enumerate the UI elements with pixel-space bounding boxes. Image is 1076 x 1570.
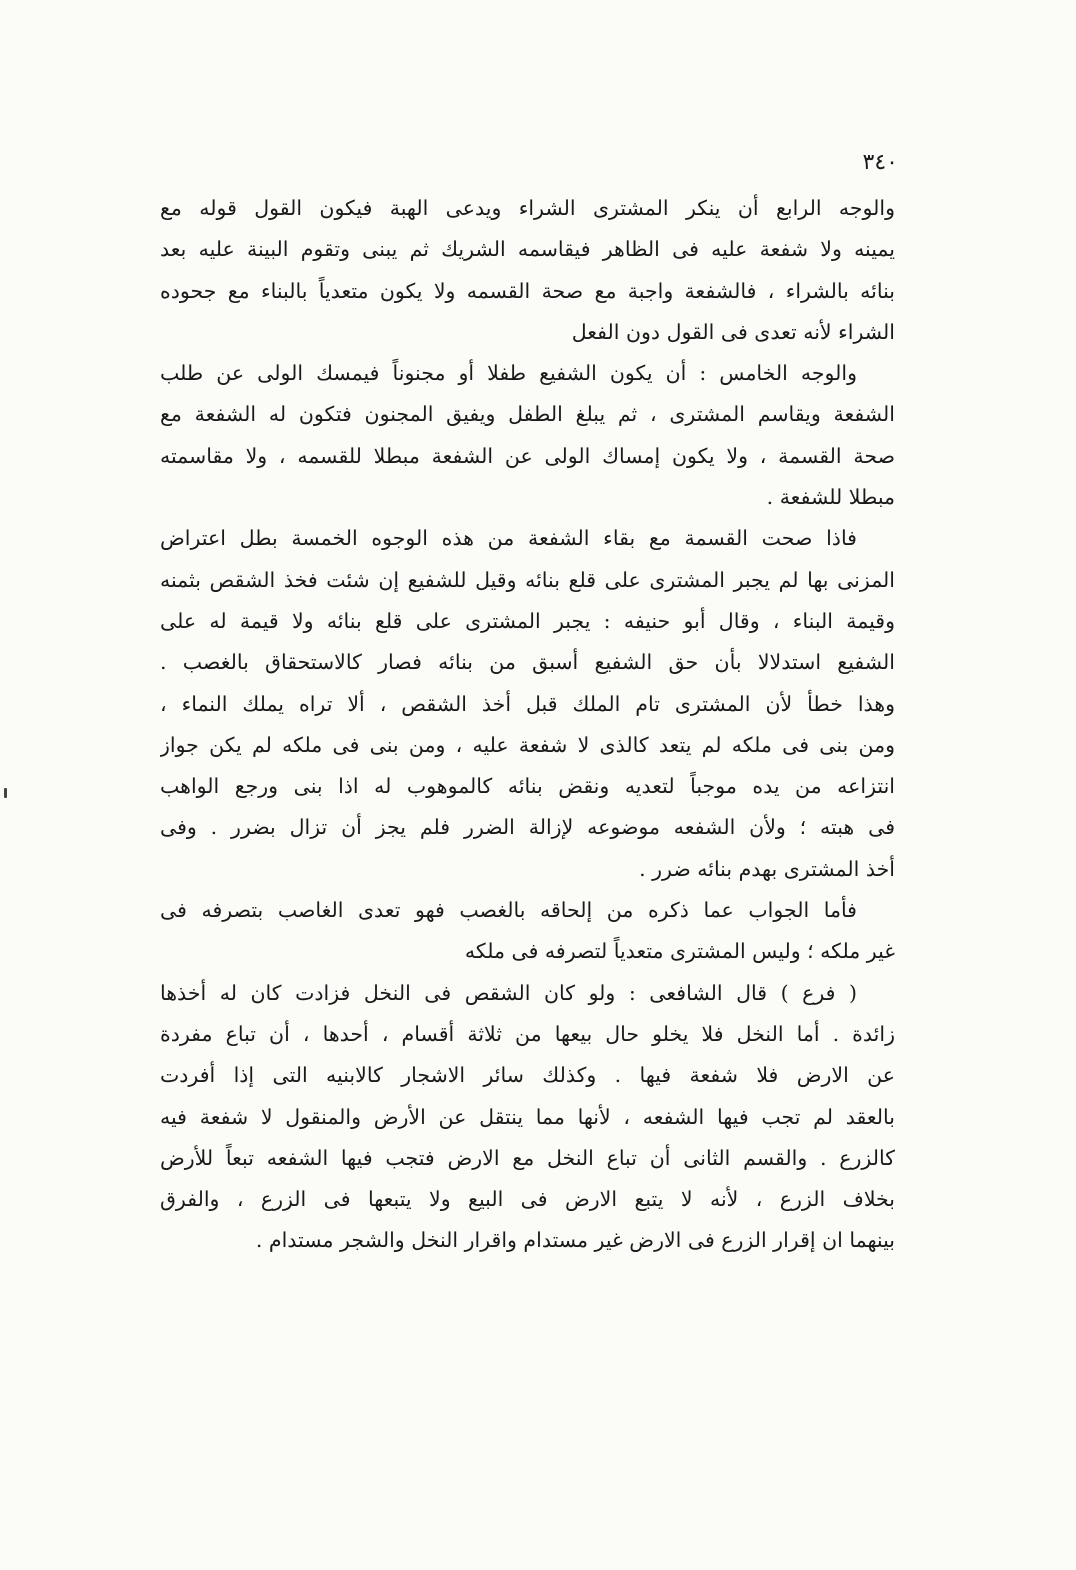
text-line: مبطلا للشفعة .	[766, 485, 895, 510]
page-number: ٣٤٠	[862, 150, 898, 175]
scan-edge-mark	[4, 788, 7, 798]
text-line: والوجه الرابع أن ينكر المشترى الشراء ويدعى الهبة فيكون القول قوله مع	[160, 196, 895, 220]
text-line: فى هبته ؛ ولأن الشفعه موضوعه لإزالة الضرر فلم يجز أن تزال بضرر . وفى	[160, 815, 895, 840]
text-line: يمينه ولا شفعة عليه فى الظاهر فيقاسمه الشريك ثم يبنى وتقوم البينة عليه بعد	[160, 237, 895, 262]
text-line: الشفعة ويقاسم المشترى ، ثم يبلغ الطفل ويفيق المجنون فتكون له الشفعة مع	[160, 402, 895, 427]
text-line: ومن بنى فى ملكه لم يتعد كالذى لا شفعة عليه ، ومن بنى فى ملكه لم يكن جواز	[160, 732, 895, 757]
text-line: الشراء لأنه تعدى فى القول دون الفعل	[571, 319, 895, 344]
text-line: وقيمة البناء ، وقال أبو حنيفه : يجبر المشترى على قلع بنائه ولا قيمة له على	[160, 608, 895, 633]
body-text	[160, 188, 895, 1262]
text-line: زائدة . أما النخل فلا يخلو حال بيعها من ثلاثة أقسام ، أحدها ، أن تباع مفردة	[160, 1021, 895, 1046]
text-line: الشفيع استدلالا بأن حق الشفيع أسبق من بنائه فصار كالاستحقاق بالغصب .	[160, 650, 895, 675]
text-line: صحة القسمة ، ولا يكون إمساك الولى عن الشفعة مبطلا للقسمه ، ولا مقاسمته	[160, 443, 895, 468]
text-line: كالزرع . والقسم الثانى أن تباع النخل مع الارض فتجب فيها الشفعه تبعاً للأرض	[160, 1145, 895, 1170]
text-line: بنائه بالشراء ، فالشفعة واجبة مع صحة القسمه ولا يكون متعدياً بالبناء مع جحوده	[160, 278, 895, 303]
text-line: وهذا خطأ لأن المشترى تام الملك قبل أخذ الشقص ، ألا تراه يملك النماء ،	[160, 691, 895, 716]
text-line: المزنى بها لم يجبر المشترى على قلع بنائه وقيل للشفيع إن شئت فخذ الشقص بثمنه	[160, 567, 895, 592]
text-line: انتزاعه من يده موجباً لتعديه ونقض بنائه كالموهوب له اذا بنى ورجع الواهب	[160, 774, 895, 799]
text-line: بخلاف الزرع ، لأنه لا يتبع الارض فى البيع ولا يتبعها فى الزرع ، والفرق	[160, 1187, 895, 1212]
text-line: غير ملكه ؛ وليس المشترى متعدياً لتصرفه فى ملكه	[464, 939, 895, 964]
text-line: عن الارض فلا شفعة فيها . وكذلك سائر الاشجار كالابنيه التى إذا أفردت	[160, 1063, 895, 1088]
text-line: أخذ المشترى بهدم بنائه ضرر .	[639, 856, 895, 881]
text-line: بالعقد لم تجب فيها الشفعه ، لأنها مما ينتقل عن الأرض والمنقول لا شفعة فيه	[160, 1104, 895, 1129]
text-line: والوجه الخامس : أن يكون الشفيع طفلا أو مجنوناً فيمسك الولى عن طلب	[160, 361, 857, 386]
text-line: فاذا صحت القسمة مع بقاء الشفعة من هذه الوجوه الخمسة بطل اعتراض	[160, 526, 857, 551]
text-line: بينهما ان إقرار الزرع فى الارض غير مستدام واقرار النخل والشجر مستدام .	[255, 1228, 895, 1253]
text-line: فأما الجواب عما ذكره من إلحاقه بالغصب فهو تعدى الغاصب بتصرفه فى	[160, 898, 857, 923]
text-line: ( فرع ) قال الشافعى : ولو كان الشقص فى النخل فزادت كان له أخذها	[160, 980, 857, 1005]
